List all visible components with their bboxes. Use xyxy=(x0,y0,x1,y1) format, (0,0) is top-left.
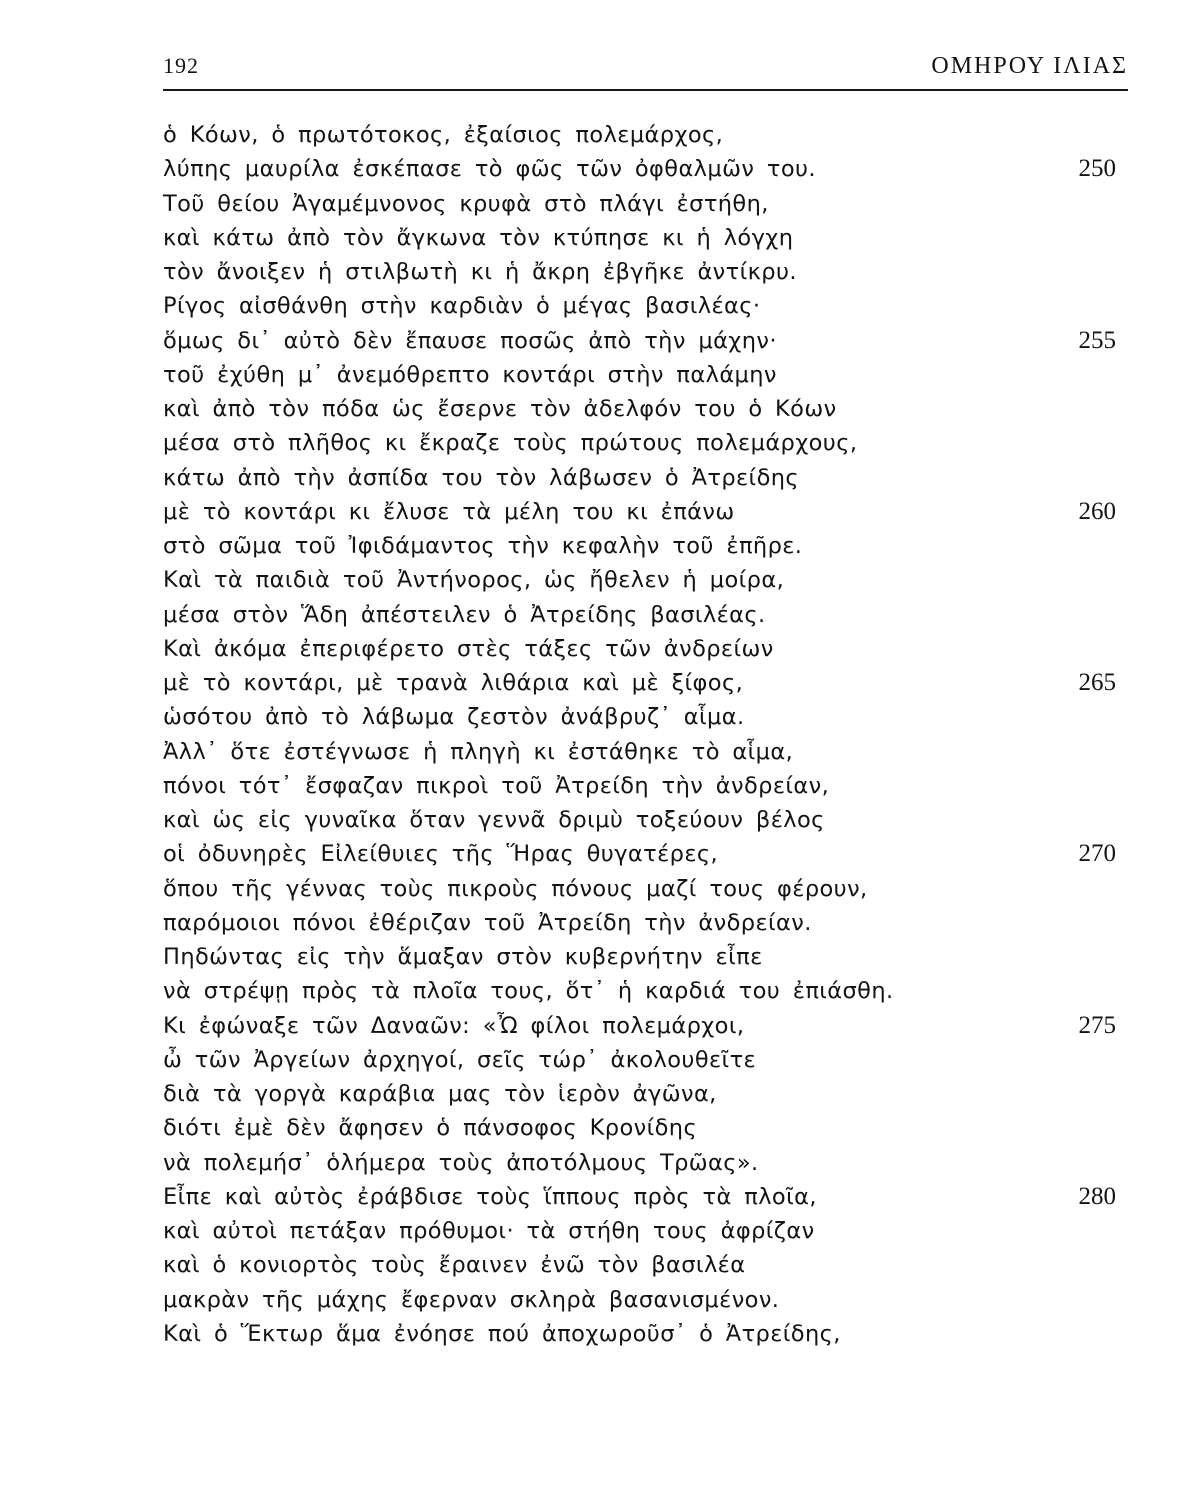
verse-line xyxy=(163,906,1128,940)
verse-text: καὶ ὡς εἰς γυναῖκα ὅταν γεννᾶ δριμὺ τοξεύουν βέλος xyxy=(163,807,825,833)
page-header xyxy=(163,52,1128,92)
verse-text: μὲ τὸ κοντάρι, μὲ τρανὰ λιθάρια καὶ μὲ ξίφος, xyxy=(163,670,744,696)
verse-line xyxy=(163,632,1128,666)
verse-text: καὶ ὁ κονιορτὸς τοὺς ἔραινεν ἐνῶ τὸν βασιλέα xyxy=(163,1252,746,1279)
verse-number: 265 xyxy=(1078,669,1116,696)
verse-text: ὅμως δι᾽ αὐτὸ δὲν ἔπαυσε ποσῶς ἀπὸ τὴν μάχην· xyxy=(163,327,777,354)
verse-line xyxy=(163,1111,1128,1145)
verse-text: κάτω ἀπὸ τὴν ἀσπίδα του τὸν λάβωσεν ὁ Ἀτρείδης xyxy=(163,464,800,491)
verse-line xyxy=(163,1146,1128,1180)
verse-line xyxy=(163,1077,1128,1111)
verse-line xyxy=(163,529,1128,563)
verse-line xyxy=(163,1043,1128,1077)
verse-line xyxy=(163,221,1128,255)
verse-text: διότι ἐμὲ δὲν ἄφησεν ὁ πάνσοφος Κρονίδης xyxy=(163,1115,698,1142)
verse-text: Ρίγος αἰσθάνθη στὴν καρδιὰν ὁ μέγας βασιλέας· xyxy=(163,293,761,320)
verse-number: 255 xyxy=(1078,326,1116,354)
verse-text: στὸ σῶμα τοῦ Ἰφιδάμαντος τὴν κεφαλὴν τοῦ ἐπῆρε. xyxy=(163,533,803,559)
verse-text: καὶ κάτω ἀπὸ τὸν ἄγκωνα τὸν κτύπησε κι ἡ λόγχη xyxy=(163,224,794,251)
verse-text: ὡσότου ἀπὸ τὸ λάβωμα ζεστὸν ἀνάβρυζ᾽ αἷμα. xyxy=(163,704,745,731)
verse-line xyxy=(163,940,1128,974)
verse-text: μέσα στὸ πλῆθος κι ἔκραζε τοὺς πρώτους πολεμάρχους, xyxy=(163,430,858,457)
verse-line xyxy=(163,118,1128,152)
verse-text: Καὶ τὰ παιδιὰ τοῦ Ἀντήνορος, ὡς ἤθελεν ἡ μοίρα, xyxy=(163,567,785,594)
verse-line xyxy=(163,1317,1128,1351)
verse-number: 280 xyxy=(1078,1182,1116,1210)
verse-text: καὶ αὐτοὶ πετάξαν πρόθυμοι· τὰ στήθη τους ἀφρίζαν xyxy=(163,1218,815,1244)
verse-line xyxy=(163,426,1128,460)
page-number: 192 xyxy=(163,53,199,78)
header-rule xyxy=(163,89,1128,91)
verse-line xyxy=(163,666,1128,700)
verse-text: οἱ ὀδυνηρὲς Εἰλείθυιες τῆς Ἥρας θυγατέρες, xyxy=(163,841,719,868)
verse-line xyxy=(163,872,1128,906)
verse-text: νὰ στρέψῃ πρὸς τὰ πλοῖα τους, ὅτ᾽ ἡ καρδιά του ἐπιάσθη. xyxy=(163,978,894,1005)
verse-line xyxy=(163,152,1128,186)
verse-line xyxy=(163,255,1128,289)
verse-list xyxy=(163,118,1128,1351)
verse-line xyxy=(163,1283,1128,1317)
verse-text: Κι ἐφώναξε τῶν Δαναῶν: «Ὦ φίλοι πολεμάρχοι, xyxy=(163,1012,745,1039)
verse-number: 275 xyxy=(1078,1011,1116,1039)
verse-number: 250 xyxy=(1078,155,1116,183)
verse-line xyxy=(163,1180,1128,1214)
verse-line xyxy=(163,563,1128,597)
verse-text: διὰ τὰ γοργὰ καράβια μας τὸν ἱερὸν ἀγῶνα, xyxy=(163,1081,717,1107)
verse-line xyxy=(163,1248,1128,1282)
verse-text: τοῦ ἐχύθη μ᾽ ἀνεμόθρεπτο κοντάρι στὴν παλάμην xyxy=(163,361,777,388)
verse-line xyxy=(163,803,1128,837)
verse-text: μακρὰν τῆς μάχης ἔφερναν σκληρὰ βασανισμένον. xyxy=(163,1286,780,1313)
verse-line xyxy=(163,700,1128,734)
verse-number: 260 xyxy=(1078,497,1116,525)
verse-text: ὦ τῶν Ἀργείων ἀρχηγοί, σεῖς τώρ᾽ ἀκολουθεῖτε xyxy=(163,1046,757,1073)
verse-text: Τοῦ θείου Ἀγαμέμνονος κρυφὰ στὸ πλάγι ἐστήθη, xyxy=(163,190,769,217)
verse-line xyxy=(163,598,1128,632)
verse-text: λύπης μαυρίλα ἐσκέπασε τὸ φῶς τῶν ὀφθαλμῶν του. xyxy=(163,156,816,183)
verse-text: καὶ ἀπὸ τὸν πόδα ὡς ἔσερνε τὸν ἀδελφόν του ὁ Κόων xyxy=(163,396,837,422)
verse-line xyxy=(163,974,1128,1008)
verse-text: παρόμοιοι πόνοι ἐθέριζαν τοῦ Ἀτρείδη τὴν ἀνδρείαν. xyxy=(163,909,812,936)
verse-line xyxy=(163,461,1128,495)
verse-number: 270 xyxy=(1078,840,1116,868)
running-title: ΟΜΗΡΟΥ ΙΛΙΑΣ xyxy=(931,53,1128,79)
verse-line xyxy=(163,837,1128,871)
verse-line xyxy=(163,187,1128,221)
verse-text: πόνοι τότ᾽ ἔσφαζαν πικροὶ τοῦ Ἀτρείδη τὴν ἀνδρείαν, xyxy=(163,772,830,799)
verse-line xyxy=(163,358,1128,392)
verse-text: μέσα στὸν Ἅδη ἀπέστειλεν ὁ Ἀτρείδης βασιλέας. xyxy=(163,601,766,628)
verse-text: ὅπου τῆς γέννας τοὺς πικροὺς πόνους μαζί τους φέρουν, xyxy=(163,875,868,902)
verse-text: μὲ τὸ κοντάρι κι ἔλυσε τὰ μέλη του κι ἐπάνω xyxy=(163,498,735,525)
verse-line xyxy=(163,324,1128,358)
verse-line xyxy=(163,495,1128,529)
verse-text: τὸν ἄνοιξεν ἡ στιλβωτὴ κι ἡ ἄκρη ἐβγῆκε ἀντίκρυ. xyxy=(163,259,797,285)
verse-line xyxy=(163,769,1128,803)
verse-text: Καὶ ὁ Ἕκτωρ ἅμα ἐνόησε πού ἀποχωροῦσ᾽ ὁ Ἀτρείδης, xyxy=(163,1320,841,1347)
verse-text: Εἶπε καὶ αὐτὸς ἐράβδισε τοὺς ἵππους πρὸς τὰ πλοῖα, xyxy=(163,1183,817,1210)
verse-line xyxy=(163,289,1128,323)
verse-line xyxy=(163,392,1128,426)
verse-text: Πηδώντας εἰς τὴν ἅμαξαν στὸν κυβερνήτην εἶπε xyxy=(163,944,763,970)
verse-line xyxy=(163,1214,1128,1248)
verse-line xyxy=(163,735,1128,769)
verse-text: Καὶ ἀκόμα ἐπεριφέρετο στὲς τάξες τῶν ἀνδρείων xyxy=(163,635,774,662)
verse-text: ὁ Κόων, ὁ πρωτότοκος, ἐξαίσιος πολεμάρχος, xyxy=(163,122,724,148)
verse-text: Ἀλλ᾽ ὅτε ἐστέγνωσε ἡ πληγὴ κι ἐστάθηκε τὸ αἷμα, xyxy=(163,738,794,765)
verse-text: νὰ πολεμήσ᾽ ὁλήμερα τοὺς ἀποτόλμους Τρῶας». xyxy=(163,1149,759,1176)
verse-line xyxy=(163,1009,1128,1043)
